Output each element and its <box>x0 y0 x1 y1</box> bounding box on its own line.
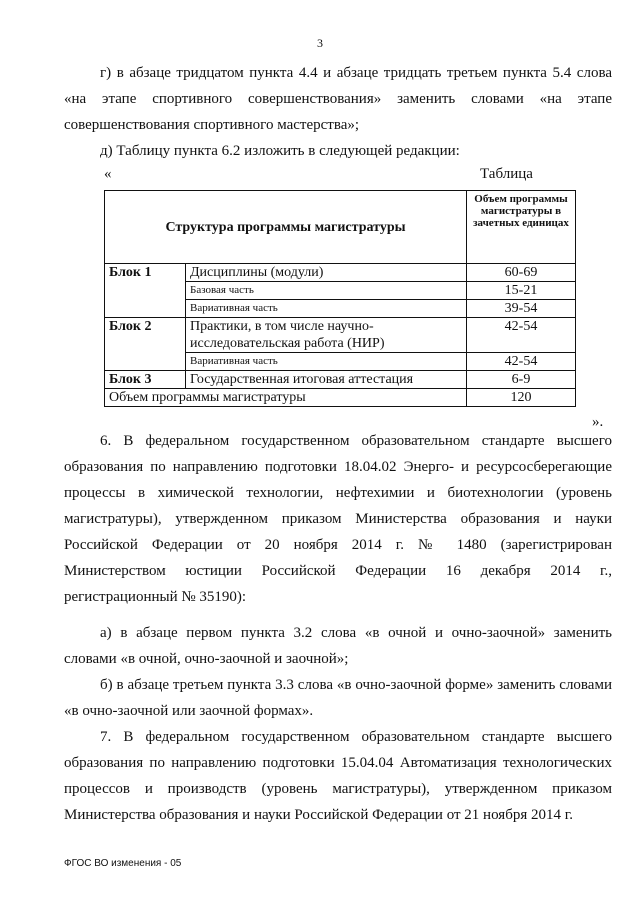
paragraph-6b: б) в абзаце третьем пункта 3.3 слова «в очно-заочной форме» заменить словами «в очно-заочной или заочной формах». <box>64 677 612 719</box>
paragraph-6a: а) в абзаце первом пункта 3.2 слова «в очной и очно-заочной» заменить словами «в очной, очно-заочной и заочной»; <box>64 625 612 667</box>
row-value: 42-54 <box>467 318 576 353</box>
row-value: 6-9 <box>467 371 576 389</box>
paragraph-7: 7. В федеральном государственном образовательном стандарте высшего образования по направлению подготовки 15.04.04 Автоматизация технологических процессов и производств (уровень магистратуры), утвержденном приказом Министерства образования и науки Российской Федерации от 21 ноября 2014 г. <box>64 729 612 823</box>
page-number: 3 <box>317 36 323 50</box>
row-label: Вариативная часть <box>186 353 467 371</box>
header-volume: Объем программы магистратуры в зачетных единицах <box>467 191 576 264</box>
paragraph-6: 6. В федеральном государственном образовательном стандарте высшего образования по направлению подготовки 18.04.02 Энерго- и ресурсосберегающие процессы в химической технологии, нефтехимии и биотехнологии (уровень магистратуры), утвержденном приказом Министерства образования и науки Российской Федерации от 20 ноября 2014 г. № 1480 (зарегистрирован Министерством юстиции Российской Федерации 16 декабря 2014 г., регистрационный № 35190): <box>64 433 612 605</box>
block-3-label: Блок 3 <box>105 371 186 389</box>
block-2-label: Блок 2 <box>105 318 186 371</box>
paragraph-d: д) Таблицу пункта 6.2 изложить в следующей редакции: <box>100 143 460 159</box>
row-label: Практики, в том числе научно-исследовательская работа (НИР) <box>186 318 467 353</box>
paragraph-g: г) в абзаце тридцатом пункта 4.4 и абзаце тридцать третьем пункта 5.4 слова «на этапе спортивного совершенствования» заменить словами «на этапе совершенствования спортивного мастерства»; <box>64 65 612 133</box>
header-structure: Структура программы магистратуры <box>105 191 467 264</box>
table-row <box>105 371 576 389</box>
table-row <box>105 318 576 353</box>
table-total-row <box>105 389 576 407</box>
quote-open: « <box>104 166 112 182</box>
row-label: Дисциплины (модули) <box>186 264 467 282</box>
row-label: Базовая часть <box>186 282 467 300</box>
block-1-label: Блок 1 <box>105 264 186 318</box>
total-label: Объем программы магистратуры <box>105 389 467 407</box>
table-row <box>105 264 576 282</box>
row-value: 39-54 <box>467 300 576 318</box>
footer-text: ФГОС ВО изменения - 05 <box>64 858 182 869</box>
row-value: 15-21 <box>467 282 576 300</box>
row-value: 42-54 <box>467 353 576 371</box>
row-label: Государственная итоговая аттестация <box>186 371 467 389</box>
table-header-row <box>105 191 576 264</box>
program-structure-table <box>104 190 576 407</box>
table-label: Таблица <box>480 166 533 182</box>
row-value: 60-69 <box>467 264 576 282</box>
total-value: 120 <box>467 389 576 407</box>
row-label: Вариативная часть <box>186 300 467 318</box>
quote-close: ». <box>592 414 604 430</box>
